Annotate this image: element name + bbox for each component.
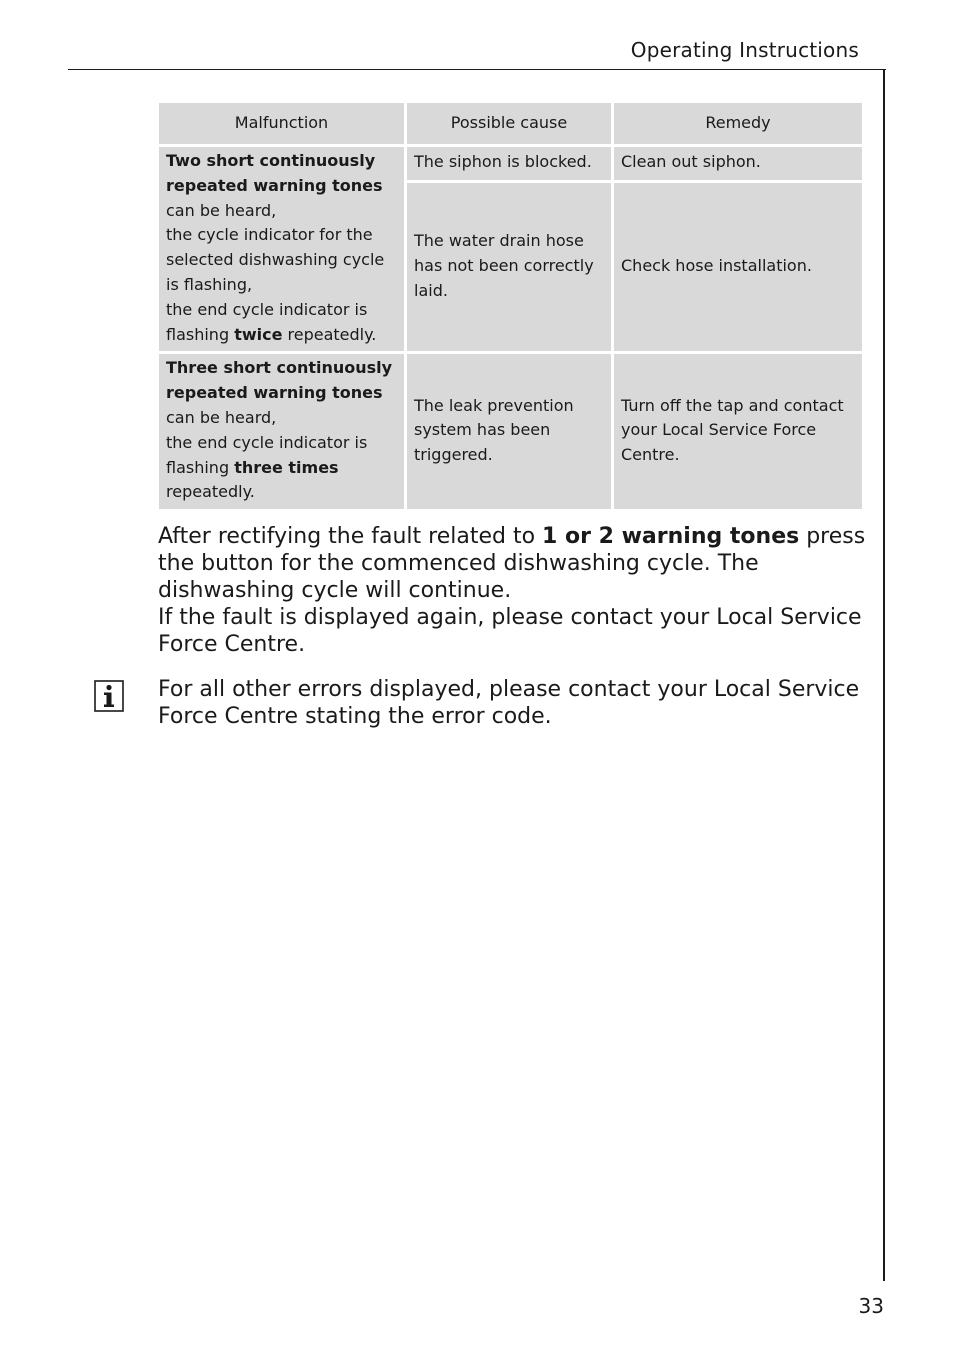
table-header-row: [159, 103, 862, 144]
column-header-malfunction: Malfunction: [159, 103, 404, 144]
malfunction-text: the cycle indicator for the selected dishwashing cycle is flashing,: [166, 225, 385, 294]
troubleshooting-table: [156, 100, 865, 512]
cause-cell: The water drain hose has not been correctly laid.: [407, 183, 611, 351]
table-row: [159, 147, 862, 180]
malfunction-text: repeatedly.: [282, 324, 377, 344]
malfunction-text: the end cycle indicator is flashing: [166, 299, 368, 344]
cause-cell: The leak prevention system has been triggered.: [407, 354, 611, 509]
cause-cell: The siphon is blocked.: [407, 147, 611, 180]
remedy-cell: Check hose installation.: [614, 183, 862, 351]
vertical-rule: [883, 69, 885, 1281]
malfunction-emphasis: twice: [234, 324, 283, 344]
info-note: For all other errors displayed, please contact your Local Service Force Centre stating the error code.: [158, 677, 860, 729]
info-icon: [94, 680, 124, 712]
column-header-remedy: Remedy: [614, 103, 862, 144]
header-rule: [68, 69, 886, 70]
remedy-cell: Clean out siphon.: [614, 147, 862, 180]
malfunction-emphasis: three times: [234, 457, 339, 477]
instruction-emphasis: 1 or 2 warning tones: [542, 524, 800, 549]
column-header-possible-cause: Possible cause: [407, 103, 611, 144]
page-number: 33: [858, 1294, 884, 1318]
malfunction-title: Three short continuously repeated warning tones: [166, 358, 393, 403]
malfunction-text: the end cycle indicator is flashing: [166, 432, 368, 477]
malfunction-cell: [159, 147, 404, 351]
instruction-text: If the fault is displayed again, please contact your Local Service Force Centre.: [158, 605, 862, 657]
malfunction-cell: [159, 354, 404, 509]
malfunction-text: can be heard,: [166, 200, 277, 220]
instruction-text: press the button for the commenced dishwashing cycle. The dishwashing cycle will continue.: [158, 524, 866, 603]
instruction-text: After rectifying the fault related to: [158, 524, 543, 549]
malfunction-text: can be heard,: [166, 407, 277, 427]
malfunction-text: repeatedly.: [166, 482, 255, 502]
table-row: [159, 354, 862, 509]
remedy-cell: Turn off the tap and contact your Local Service Force Centre.: [614, 354, 862, 509]
header-title: Operating Instructions: [630, 38, 859, 62]
instruction-paragraph: [158, 523, 868, 658]
malfunction-title: Two short continuously repeated warning tones: [166, 151, 383, 195]
